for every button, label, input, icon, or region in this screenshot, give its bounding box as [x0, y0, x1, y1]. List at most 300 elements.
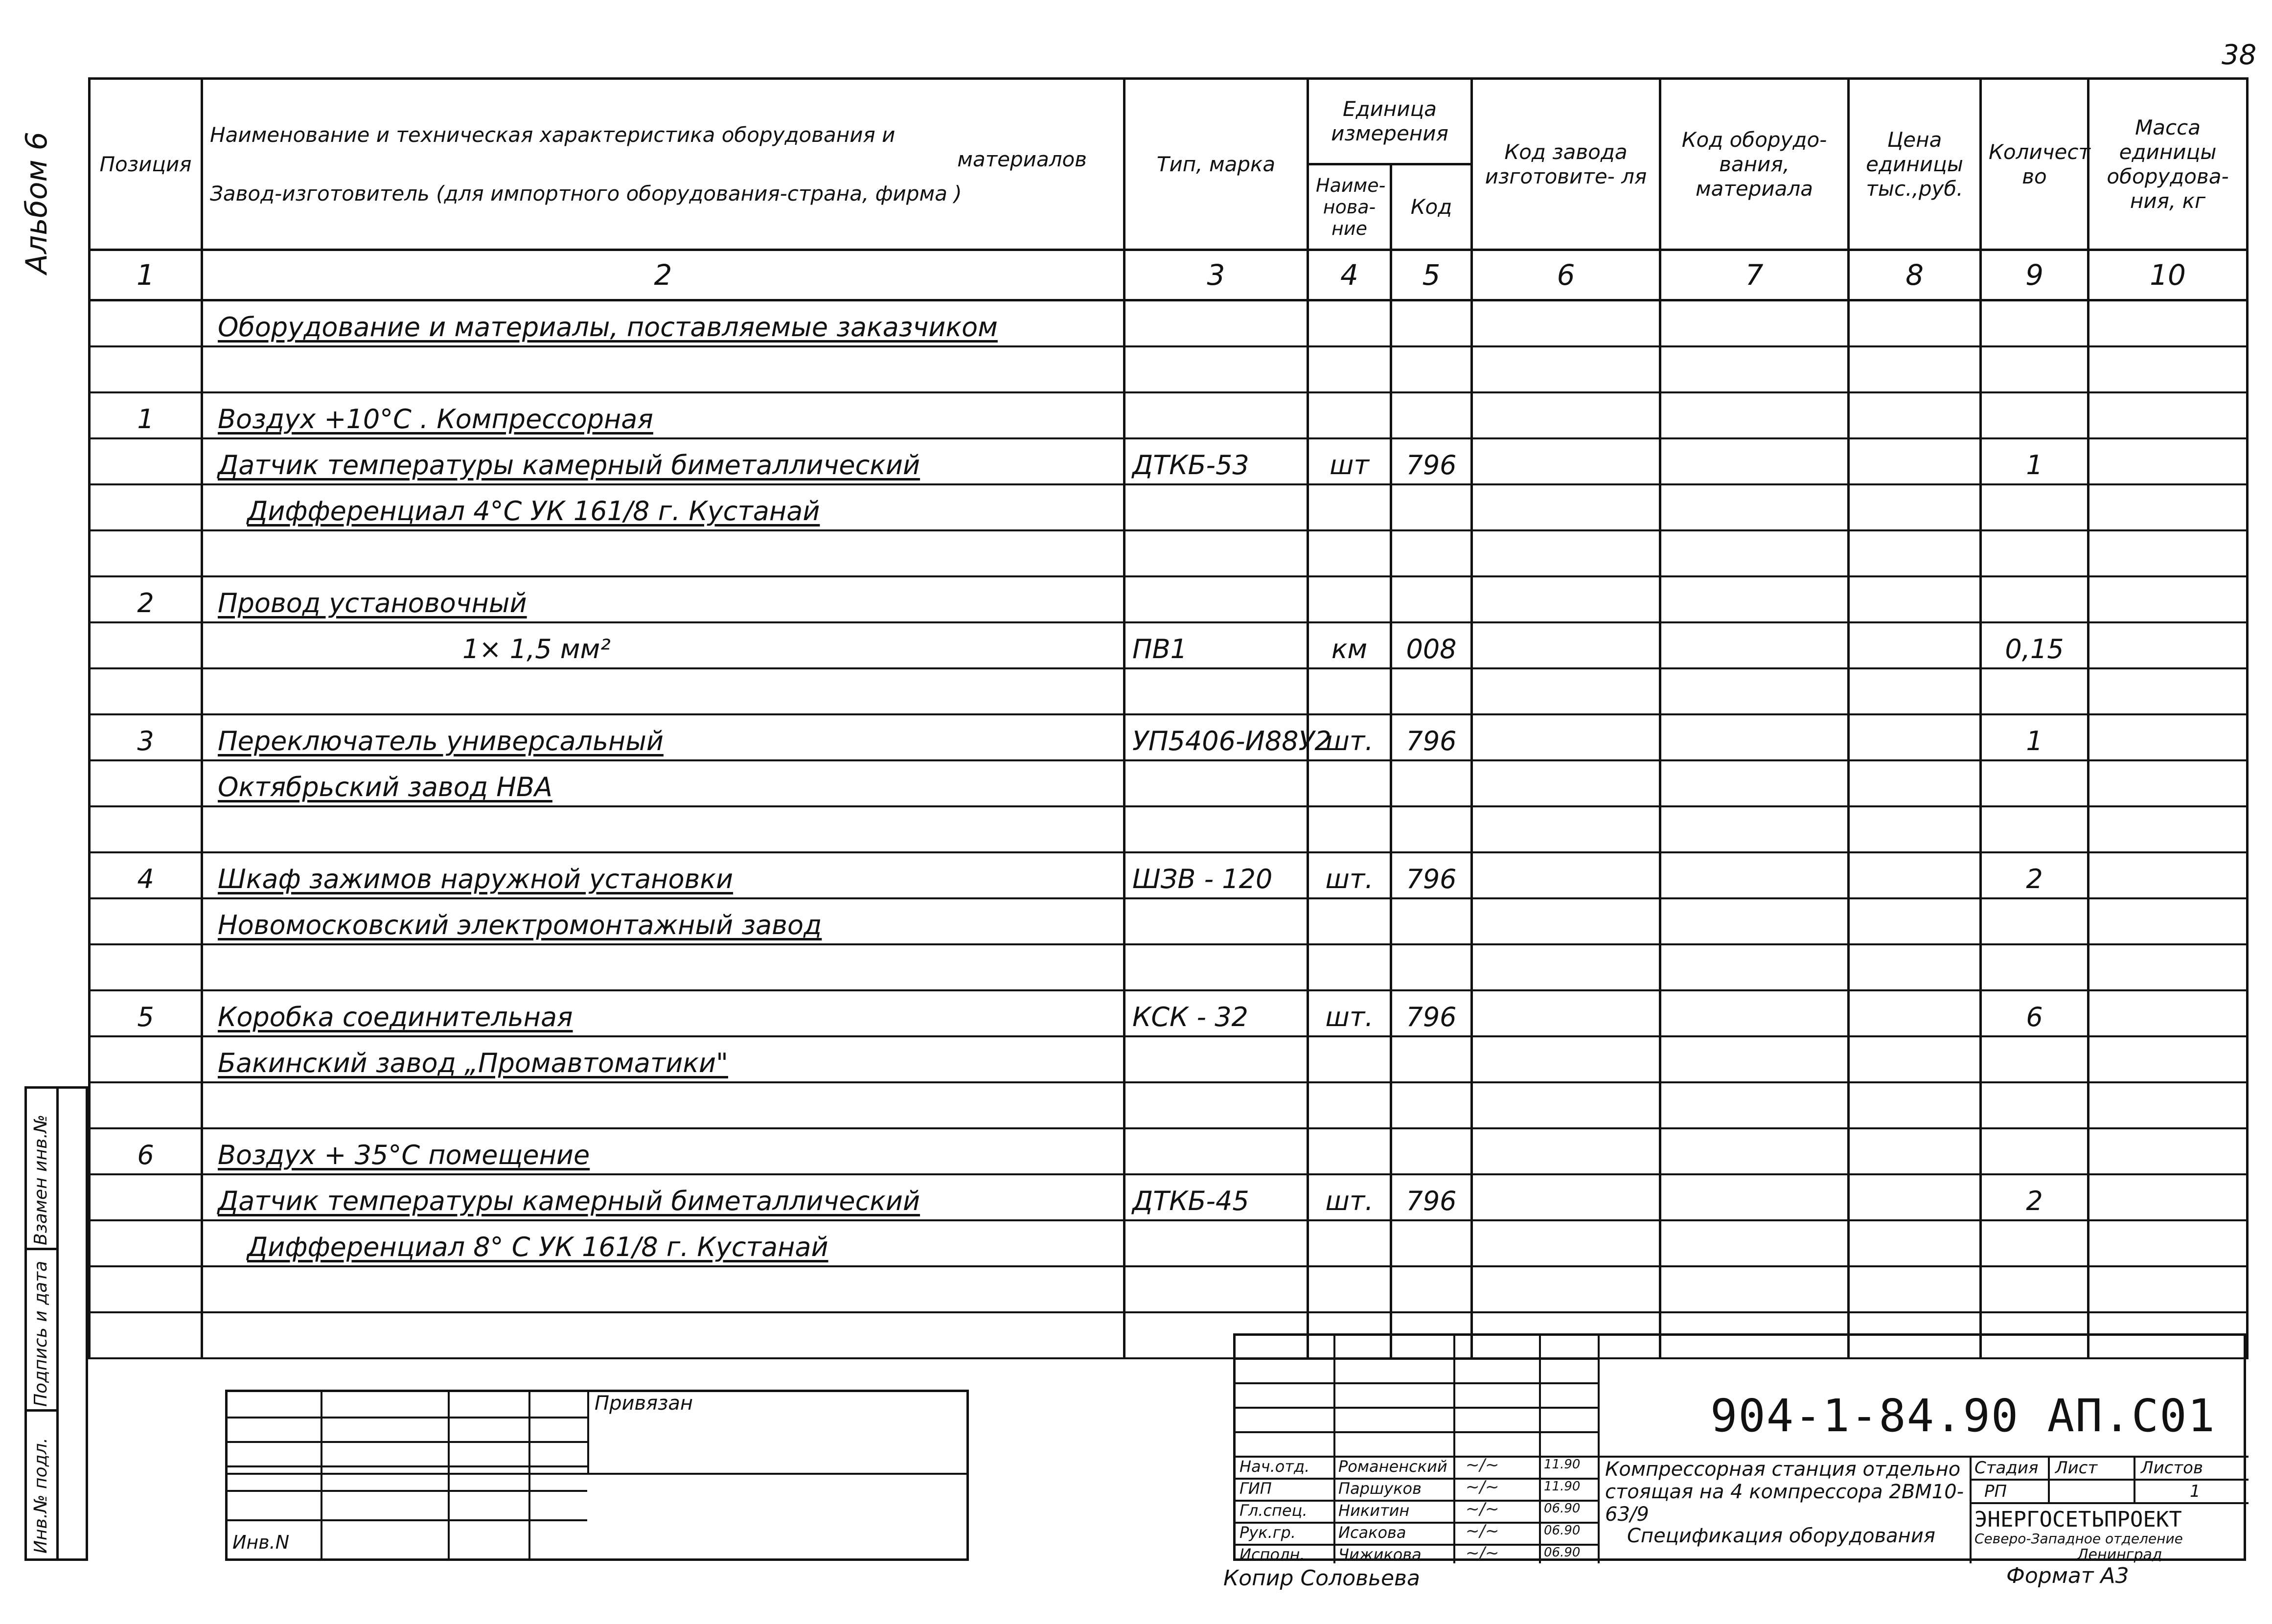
unit-cell: [1308, 576, 1391, 622]
table-row: [90, 990, 2248, 1036]
quantity-cell: [1981, 346, 2088, 392]
person-name: Романенский: [1338, 1457, 1447, 1476]
mass-cell: [2088, 438, 2248, 484]
equipment-code-cell: [1660, 990, 1849, 1036]
signature-date-label: Подпись и дата: [31, 1260, 51, 1407]
factory-code-cell: [1472, 806, 1660, 852]
unit-cell: [1308, 668, 1391, 714]
factory-code-cell: [1472, 944, 1660, 990]
album-label: Альбом 6: [20, 132, 54, 274]
mass-cell: [2088, 392, 2248, 438]
mass-cell: [2088, 898, 2248, 944]
name-cell: [202, 1174, 1125, 1220]
column-number: 5: [1391, 250, 1472, 300]
equipment-code-cell: [1660, 438, 1849, 484]
factory-code-cell: [1472, 1266, 1660, 1312]
unit-cell-text: шт: [1330, 450, 1369, 480]
unit-cell-text: шт.: [1325, 726, 1374, 756]
unit-cell: [1308, 438, 1391, 484]
equipment-code-cell: [1660, 944, 1849, 990]
unit-code-cell: [1391, 300, 1472, 347]
unit-code-cell: [1391, 1082, 1472, 1128]
position-cell: [90, 484, 202, 530]
header-quantity: Количест во: [1981, 79, 2088, 250]
factory-code-cell: [1472, 760, 1660, 806]
factory-code-cell: [1472, 990, 1660, 1036]
name-cell: [202, 1220, 1125, 1266]
unit-code-cell: [1391, 990, 1472, 1036]
equipment-code-cell: [1660, 852, 1849, 898]
unit-cell: [1308, 806, 1391, 852]
position-cell: [90, 1174, 202, 1220]
table-row: [90, 576, 2248, 622]
price-cell: [1849, 944, 1981, 990]
header-name-line3: Завод-изготовитель (для импортного оборудования-страна, фирма ): [210, 181, 962, 206]
name-cell-text: Воздух + 35°С помещение: [218, 1140, 590, 1170]
type-cell: [1125, 714, 1331, 760]
price-cell: [1849, 346, 1981, 392]
signature-date: 11.90: [1544, 1457, 1581, 1472]
table-row: [90, 1036, 2248, 1082]
name-cell-text: Новомосковский электромонтажный завод: [218, 910, 822, 940]
mass-cell: [2088, 1036, 2248, 1082]
person-name: Паршуков: [1338, 1479, 1422, 1498]
unit-code-cell: [1391, 1128, 1472, 1174]
header-equipment-code: Код оборудо- вания, материала: [1660, 79, 1849, 250]
unit-code-cell-text: 796: [1406, 1186, 1457, 1216]
unit-code-cell: [1391, 484, 1472, 530]
type-cell: [1125, 622, 1308, 668]
name-cell: [202, 668, 1125, 714]
unit-code-cell: [1391, 346, 1472, 392]
stage-value: РП: [1984, 1482, 2007, 1501]
factory-code-cell: [1472, 1174, 1660, 1220]
name-cell-text: Шкаф зажимов наружной установки: [218, 864, 734, 894]
equipment-code-cell: [1660, 1220, 1849, 1266]
unit-cell: [1308, 1128, 1391, 1174]
table-row: [90, 1174, 2248, 1220]
header-unit-name: Наиме- нова- ние: [1308, 164, 1391, 250]
table-row: [90, 392, 2248, 438]
type-cell: [1125, 346, 1308, 392]
price-cell: [1849, 484, 1981, 530]
unit-code-cell-text: 796: [1406, 726, 1457, 756]
price-cell: [1849, 898, 1981, 944]
paper-format: Формат А3: [2006, 1563, 2129, 1588]
name-cell: [202, 852, 1125, 898]
type-cell: [1125, 898, 1308, 944]
unit-cell: [1308, 1266, 1391, 1312]
price-cell: [1849, 1174, 1981, 1220]
header-price: Цена единицы тыс.,руб.: [1849, 79, 1981, 250]
unit-code-cell: [1391, 1220, 1472, 1266]
unit-code-cell: [1391, 668, 1472, 714]
type-cell: [1125, 1266, 1308, 1312]
table-row: [90, 714, 2248, 760]
person-name: Чижикова: [1338, 1545, 1422, 1564]
equipment-code-cell: [1660, 392, 1849, 438]
name-cell: [202, 1082, 1125, 1128]
name-cell: [202, 898, 1125, 944]
type-cell: [1125, 392, 1308, 438]
factory-code-cell: [1472, 1036, 1660, 1082]
price-cell: [1849, 1036, 1981, 1082]
table-row: [90, 1128, 2248, 1174]
price-cell: [1849, 530, 1981, 576]
header-mass: Масса единицы оборудова- ния, кг: [2088, 79, 2248, 250]
position-cell: [90, 898, 202, 944]
table-row: [90, 484, 2248, 530]
mass-cell: [2088, 576, 2248, 622]
name-cell: [202, 300, 1125, 347]
equipment-code-cell: [1660, 346, 1849, 392]
type-cell: [1125, 484, 1308, 530]
position-cell: [90, 714, 202, 760]
name-cell: [202, 484, 1125, 530]
header-unit-group: Единица измерения: [1308, 79, 1472, 164]
position-cell: [90, 1128, 202, 1174]
factory-code-cell: [1472, 530, 1660, 576]
position-cell: [90, 944, 202, 990]
name-cell: [202, 576, 1125, 622]
type-cell: [1125, 852, 1308, 898]
signature-date: 06.90: [1544, 1545, 1581, 1560]
equipment-code-cell: [1660, 806, 1849, 852]
name-cell-text: Октябрьский завод НВА: [218, 772, 552, 802]
mass-cell: [2088, 714, 2248, 760]
name-cell-text: Дифференциал 4°С УК 161/8 г. Кустанай: [247, 496, 820, 526]
type-cell: [1125, 1174, 1308, 1220]
position-cell-text: 1: [137, 404, 154, 435]
mass-cell: [2088, 300, 2248, 347]
position-cell-text: 4: [137, 864, 154, 894]
unit-code-cell: [1391, 714, 1472, 760]
unit-cell: [1308, 852, 1391, 898]
unit-code-cell: [1391, 1036, 1472, 1082]
equipment-code-cell: [1660, 300, 1849, 347]
attached-label: Привязан: [595, 1392, 693, 1415]
role-label: Рук.гр.: [1239, 1523, 1296, 1542]
role-label: Исполн.: [1239, 1545, 1305, 1564]
unit-code-cell: [1391, 622, 1472, 668]
type-cell: [1125, 1082, 1308, 1128]
unit-cell-text: шт.: [1325, 1186, 1374, 1216]
position-cell: [90, 576, 202, 622]
sheets-value: 1: [2190, 1482, 2201, 1501]
equipment-code-cell: [1660, 530, 1849, 576]
type-cell: [1125, 1036, 1308, 1082]
table-row: [90, 1220, 2248, 1266]
column-number: 4: [1308, 250, 1391, 300]
mass-cell: [2088, 1174, 2248, 1220]
quantity-cell: [1981, 484, 2088, 530]
signature-mark: ~∕~: [1466, 1543, 1499, 1563]
position-cell: [90, 1082, 202, 1128]
signature-date: 06.90: [1544, 1523, 1581, 1538]
table-row: [90, 668, 2248, 714]
position-cell: [90, 1266, 202, 1312]
equipment-code-cell: [1660, 1036, 1849, 1082]
column-number: 10: [2088, 250, 2248, 300]
name-cell: [202, 944, 1125, 990]
unit-code-cell-text: 796: [1406, 864, 1457, 894]
equipment-code-cell: [1660, 714, 1849, 760]
factory-code-cell: [1472, 300, 1660, 347]
signature-date: 11.90: [1544, 1479, 1581, 1494]
unit-code-cell: [1391, 760, 1472, 806]
type-cell: [1125, 668, 1308, 714]
signature-date: 06.90: [1544, 1501, 1581, 1516]
organization-city: Ленинград: [2077, 1546, 2162, 1563]
quantity-cell: [1981, 576, 2088, 622]
factory-code-cell: [1472, 1220, 1660, 1266]
unit-cell: [1308, 530, 1391, 576]
position-cell: [90, 760, 202, 806]
price-cell: [1849, 392, 1981, 438]
factory-code-cell: [1472, 346, 1660, 392]
position-cell: [90, 346, 202, 392]
mass-cell: [2088, 1082, 2248, 1128]
header-name-line2: материалов: [957, 147, 1087, 171]
table-row: [90, 622, 2248, 668]
table-row: [90, 806, 2248, 852]
left-stamp-strip: [24, 1086, 88, 1561]
unit-code-cell: [1391, 806, 1472, 852]
name-cell: [202, 1266, 1125, 1312]
type-cell: [1125, 1220, 1308, 1266]
mass-cell: [2088, 622, 2248, 668]
header-position: Позиция: [90, 79, 202, 250]
equipment-code-cell: [1660, 622, 1849, 668]
position-cell: [90, 530, 202, 576]
equipment-code-cell: [1660, 484, 1849, 530]
factory-code-cell: [1472, 714, 1660, 760]
name-cell-text: Переключатель универсальный: [218, 726, 664, 756]
sheet-title: Спецификация оборудования: [1627, 1525, 1935, 1547]
unit-code-cell: [1391, 576, 1472, 622]
signature-mark: ~∕~: [1466, 1499, 1499, 1519]
unit-code-cell: [1391, 1174, 1472, 1220]
column-number: 3: [1125, 250, 1308, 300]
table-row: [90, 1082, 2248, 1128]
position-cell: [90, 1220, 202, 1266]
table-row: [90, 530, 2248, 576]
quantity-cell: [1981, 760, 2088, 806]
factory-code-cell: [1472, 668, 1660, 714]
copied-by: Копир Соловьева: [1223, 1566, 1420, 1591]
type-cell: [1125, 300, 1308, 347]
original-inventory-label: Инв.№ подл.: [31, 1438, 51, 1554]
column-number: 7: [1660, 250, 1849, 300]
quantity-cell: [1981, 1036, 2088, 1082]
quantity-cell-text: 1: [2026, 726, 2043, 756]
attach-block: [225, 1390, 969, 1561]
signature-mark: ~∕~: [1466, 1477, 1499, 1497]
mass-cell: [2088, 852, 2248, 898]
price-cell: [1849, 806, 1981, 852]
name-cell: [202, 1312, 1125, 1358]
signature-mark: ~∕~: [1466, 1521, 1499, 1541]
mass-cell: [2088, 346, 2248, 392]
role-label: Нач.отд.: [1239, 1457, 1310, 1476]
column-number: 1: [90, 250, 202, 300]
name-cell-text: Датчик температуры камерный биметаллический: [218, 1186, 920, 1216]
unit-cell: [1308, 346, 1391, 392]
price-cell: [1849, 668, 1981, 714]
title-block: [1233, 1333, 2246, 1564]
position-cell-text: 3: [137, 726, 154, 756]
equipment-code-cell: [1660, 760, 1849, 806]
table-row: [90, 944, 2248, 990]
header-type: Тип, марка: [1125, 79, 1308, 250]
price-cell: [1849, 714, 1981, 760]
unit-cell-text: шт.: [1325, 864, 1374, 894]
type-cell: [1125, 530, 1308, 576]
name-cell-text: Оборудование и материалы, поставляемые заказчиком: [218, 312, 998, 343]
equipment-code-cell: [1660, 1128, 1849, 1174]
name-cell: [202, 530, 1125, 576]
unit-cell: [1308, 1082, 1391, 1128]
price-cell: [1849, 990, 1981, 1036]
name-cell-text: Провод установочный: [218, 588, 527, 618]
column-number: 8: [1849, 250, 1981, 300]
position-cell: [90, 1312, 202, 1358]
position-cell: [90, 438, 202, 484]
person-name: Никитин: [1338, 1501, 1410, 1520]
factory-code-cell: [1472, 622, 1660, 668]
quantity-cell: [1981, 714, 2088, 760]
quantity-cell: [1981, 852, 2088, 898]
position-cell: [90, 622, 202, 668]
name-cell-text: Датчик температуры камерный биметаллический: [218, 450, 920, 480]
quantity-cell: [1981, 1082, 2088, 1128]
mass-cell: [2088, 990, 2248, 1036]
name-cell-text: Бакинский завод „Промавтоматики": [218, 1048, 728, 1078]
name-cell: [202, 714, 1125, 760]
mass-cell: [2088, 1220, 2248, 1266]
quantity-cell: [1981, 898, 2088, 944]
price-cell: [1849, 1220, 1981, 1266]
price-cell: [1849, 300, 1981, 347]
type-cell-text: УП5406-И88У2: [1132, 726, 1331, 756]
quantity-cell: [1981, 806, 2088, 852]
price-cell: [1849, 622, 1981, 668]
quantity-cell-text: 1: [2026, 450, 2043, 480]
quantity-cell: [1981, 668, 2088, 714]
mass-cell: [2088, 484, 2248, 530]
factory-code-cell: [1472, 1128, 1660, 1174]
unit-cell: [1308, 1220, 1391, 1266]
type-cell: [1125, 438, 1308, 484]
organization-name: ЭНЕРГОСЕТЬПРОЕКТ: [1974, 1507, 2182, 1532]
quantity-cell: [1981, 530, 2088, 576]
unit-code-cell-text: 796: [1406, 450, 1457, 480]
inventory-number-label: Инв.N: [232, 1532, 290, 1553]
equipment-code-cell: [1660, 1174, 1849, 1220]
unit-cell: [1308, 300, 1391, 347]
price-cell: [1849, 1082, 1981, 1128]
table-row: [90, 300, 2248, 347]
document-code: 904-1-84.90 АП.С01: [1710, 1390, 2216, 1442]
mass-cell: [2088, 530, 2248, 576]
equipment-code-cell: [1660, 898, 1849, 944]
unit-code-cell: [1391, 852, 1472, 898]
type-cell: [1125, 990, 1308, 1036]
name-cell: [202, 392, 1125, 438]
position-cell-text: 5: [137, 1002, 154, 1032]
unit-cell: [1308, 392, 1391, 438]
factory-code-cell: [1472, 484, 1660, 530]
table-row: [90, 760, 2248, 806]
type-cell: [1125, 944, 1308, 990]
unit-cell: [1308, 944, 1391, 990]
name-cell-text: Коробка соединительная: [218, 1002, 573, 1032]
quantity-cell: [1981, 944, 2088, 990]
signature-mark: ~∕~: [1466, 1455, 1499, 1475]
unit-cell: [1308, 760, 1391, 806]
price-cell: [1849, 576, 1981, 622]
role-label: Гл.спец.: [1239, 1501, 1308, 1520]
factory-code-cell: [1472, 438, 1660, 484]
name-cell: [202, 1036, 1125, 1082]
price-cell: [1849, 438, 1981, 484]
unit-code-cell: [1391, 438, 1472, 484]
name-cell: [202, 1128, 1125, 1174]
organization-subdivision: Северо-Западное отделение: [1974, 1531, 2183, 1547]
name-cell: [202, 622, 1125, 668]
unit-cell: [1308, 622, 1391, 668]
position-cell: [90, 668, 202, 714]
equipment-code-cell: [1660, 1082, 1849, 1128]
column-number-row: [90, 250, 2248, 300]
unit-cell: [1308, 1174, 1391, 1220]
type-cell-text: КСК - 32: [1132, 1002, 1248, 1032]
name-cell-text: 1× 1,5 мм²: [462, 634, 611, 664]
unit-cell: [1308, 484, 1391, 530]
table-row: [90, 898, 2248, 944]
quantity-cell: [1981, 622, 2088, 668]
factory-code-cell: [1472, 852, 1660, 898]
quantity-cell: [1981, 1266, 2088, 1312]
person-name: Исакова: [1338, 1523, 1406, 1542]
quantity-cell: [1981, 1128, 2088, 1174]
factory-code-cell: [1472, 1082, 1660, 1128]
name-cell-text: Воздух +10°С . Компрессорная: [218, 404, 653, 435]
type-cell-text: ДТКБ-45: [1132, 1186, 1249, 1216]
quantity-cell-text: 6: [2026, 1002, 2043, 1032]
price-cell: [1849, 1128, 1981, 1174]
name-cell: [202, 990, 1125, 1036]
name-cell: [202, 346, 1125, 392]
position-cell-text: 2: [137, 588, 154, 618]
table-row: [90, 1266, 2248, 1312]
header-factory-code: Код завода изготовите- ля: [1472, 79, 1660, 250]
type-cell: [1125, 576, 1308, 622]
mass-cell: [2088, 806, 2248, 852]
position-cell: [90, 1036, 202, 1082]
column-number: 9: [1981, 250, 2088, 300]
quantity-cell: [1981, 392, 2088, 438]
header-name: [202, 79, 1125, 250]
price-cell: [1849, 760, 1981, 806]
header-unit-code: Код: [1391, 164, 1472, 250]
unit-code-cell-text: 008: [1406, 634, 1457, 664]
column-number: 6: [1472, 250, 1660, 300]
column-number: 2: [202, 250, 1125, 300]
sheet-number: 38: [2222, 39, 2257, 71]
quantity-cell: [1981, 1174, 2088, 1220]
name-cell: [202, 760, 1125, 806]
